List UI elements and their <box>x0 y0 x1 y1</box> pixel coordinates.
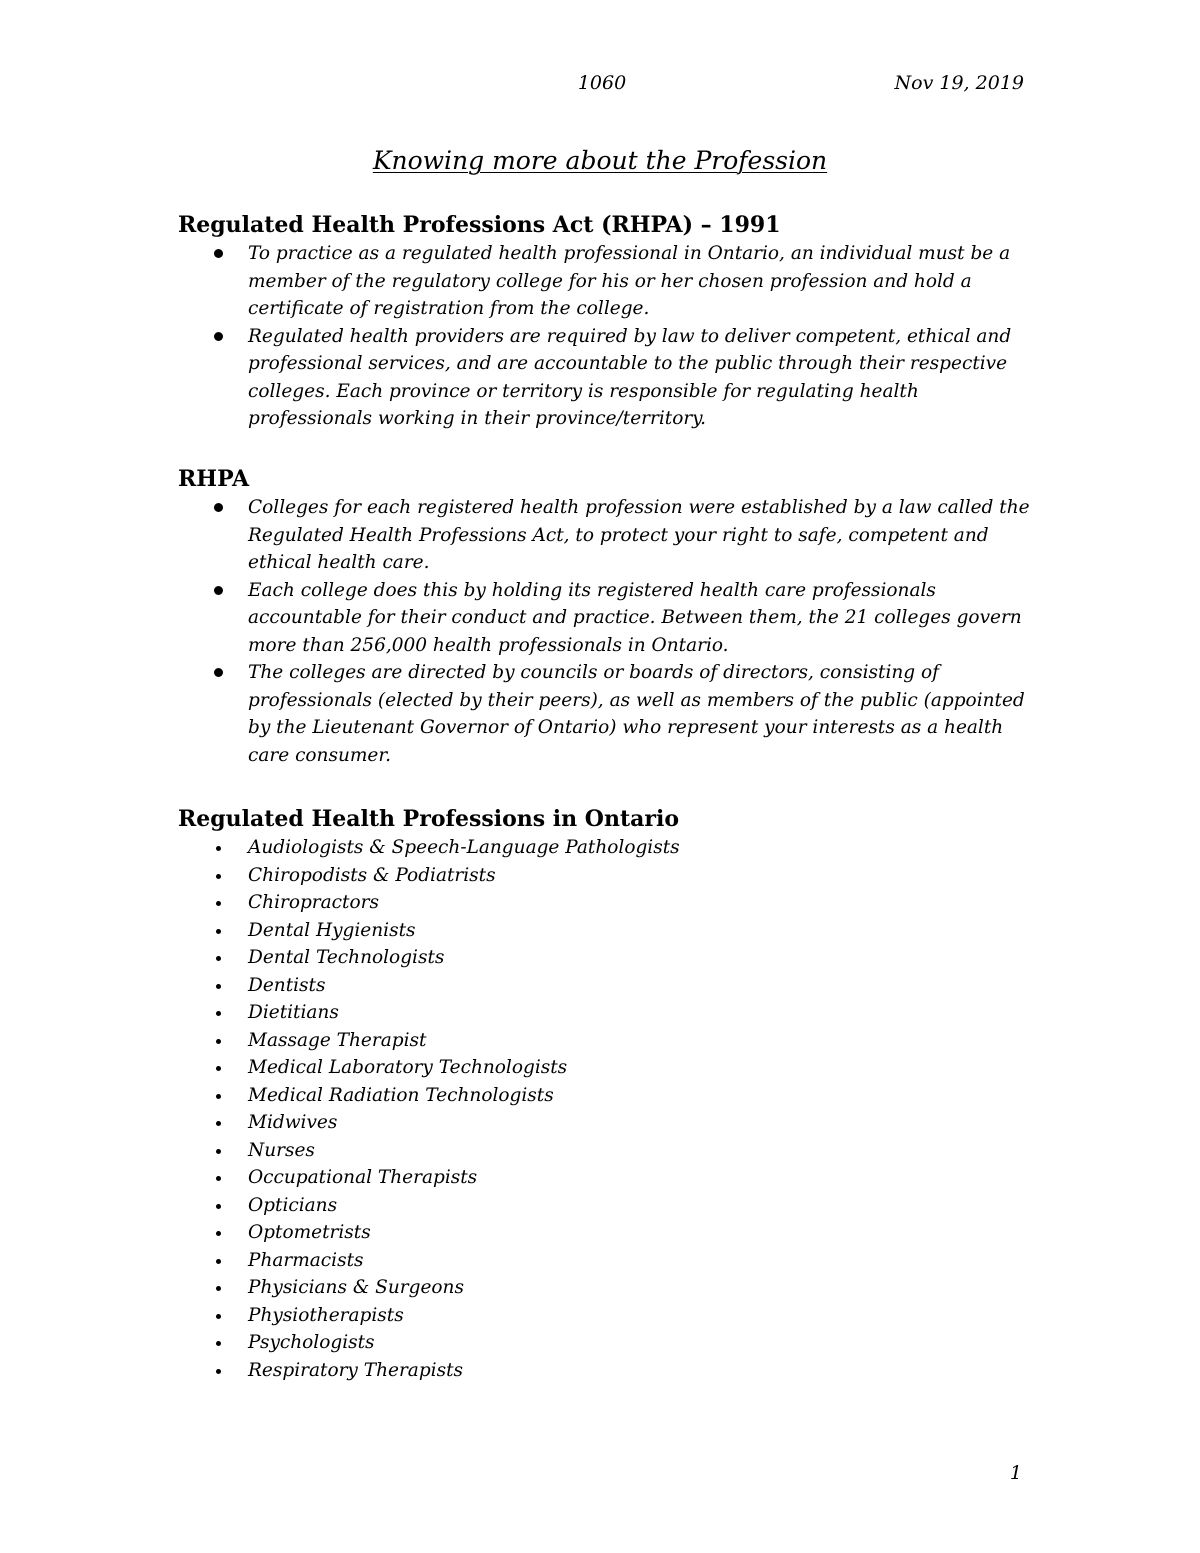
section-rhpa-1991 <box>178 210 1038 433</box>
header-date: Nov 19, 2019 <box>894 72 1024 94</box>
bullet-list <box>178 240 1038 433</box>
list-item: Colleges for each registered health profession were established by a law called the Regulated Health Professions Act, to protect your right to safe, competent and ethical health care. <box>178 494 1038 577</box>
list-item: Psychologists <box>178 1329 1038 1357</box>
list-item: Pharmacists <box>178 1247 1038 1275</box>
list-item: Dental Hygienists <box>178 917 1038 945</box>
list-item: Midwives <box>178 1109 1038 1137</box>
list-item: Dental Technologists <box>178 944 1038 972</box>
list-item: Opticians <box>178 1192 1038 1220</box>
list-item: The colleges are directed by councils or boards of directors, consisting of professionals (elected by their peers), as well as members of the public (appointed by the Lieutenant Governor of Ontario) who represent your interests as a health care consumer. <box>178 659 1038 769</box>
section-regulated-professions <box>178 804 1038 1384</box>
list-item: Nurses <box>178 1137 1038 1165</box>
list-item: Chiropodists & Podiatrists <box>178 862 1038 890</box>
document-title: Knowing more about the Profession <box>372 146 828 175</box>
list-item: To practice as a regulated health professional in Ontario, an individual must be a member of the regulatory college for his or her chosen profession and hold a certificate of registration from the college. <box>178 240 1038 323</box>
professions-list <box>178 834 1038 1384</box>
header-course-number: 1060 <box>577 72 627 94</box>
list-item: Dietitians <box>178 999 1038 1027</box>
section-heading: Regulated Health Professions in Ontario <box>178 806 680 832</box>
list-item: Each college does this by holding its registered health care professionals accountable for their conduct and practice. Between them, the 21 colleges govern more than 256,000 health professionals in Ontario. <box>178 577 1038 660</box>
list-item: Medical Radiation Technologists <box>178 1082 1038 1110</box>
list-item: Physiotherapists <box>178 1302 1038 1330</box>
section-heading: RHPA <box>178 466 250 492</box>
list-item: Dentists <box>178 972 1038 1000</box>
section-rhpa <box>178 464 1038 769</box>
list-item: Optometrists <box>178 1219 1038 1247</box>
bullet-list <box>178 494 1038 769</box>
section-heading: Regulated Health Professions Act (RHPA) – 1991 <box>178 212 781 238</box>
page-number: 1 <box>1009 1462 1022 1484</box>
list-item: Physicians & Surgeons <box>178 1274 1038 1302</box>
list-item: Chiropractors <box>178 889 1038 917</box>
list-item: Medical Laboratory Technologists <box>178 1054 1038 1082</box>
list-item: Regulated health providers are required by law to deliver competent, ethical and professional services, and are accountable to the public through their respective colleges. Each province or territory is responsible for regulating health professionals working in their province/territory. <box>178 323 1038 433</box>
list-item: Audiologists & Speech-Language Pathologists <box>178 834 1038 862</box>
list-item: Respiratory Therapists <box>178 1357 1038 1385</box>
list-item: Massage Therapist <box>178 1027 1038 1055</box>
list-item: Occupational Therapists <box>178 1164 1038 1192</box>
